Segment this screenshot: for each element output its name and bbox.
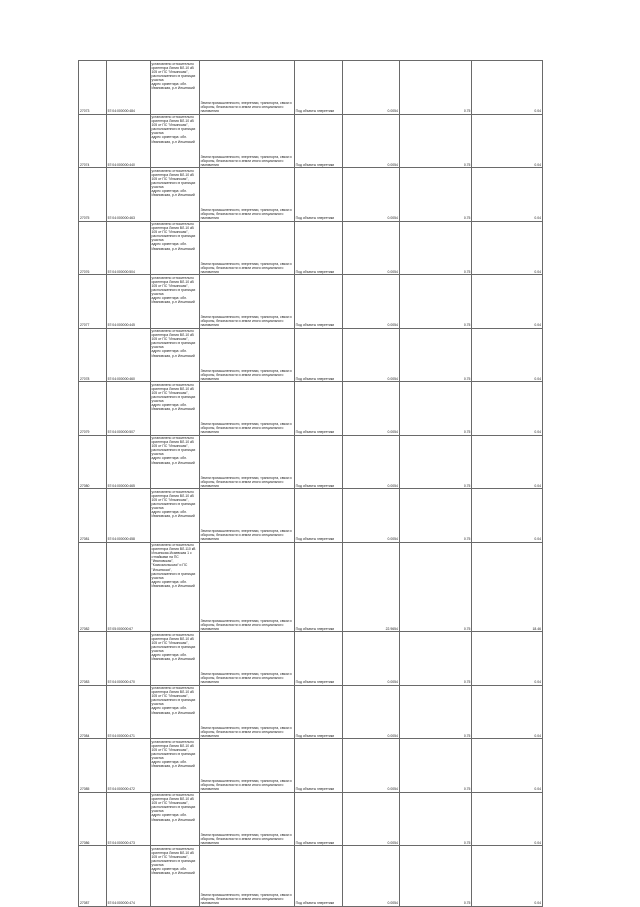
land-category-cell: Земли промышленности, энергетики, транспорта, связи и обороны, безопасности и земли иного специального назначения (199, 328, 294, 382)
value-cell: 0.04 (472, 739, 543, 793)
area-cell: 0.0054 (342, 846, 399, 907)
location-description-cell: установлено относительно ориентира Линия ВЛ-10 кВ 105 от ПС "Ильинская", расположенного в границах участка адрес ориентира: обл. Ивановская, р-н Ильинский (150, 168, 199, 222)
cadastral-number-cell: 57:04:000000:458 (106, 489, 150, 543)
land-category-cell: Земли промышленности, энергетики, транспорта, связи и обороны, безопасности и земли иного специального назначения (199, 792, 294, 846)
table-row (79, 739, 543, 793)
rate-cell: 0.75 (399, 632, 472, 686)
row-number-cell: 27079 (79, 382, 107, 436)
location-description-cell: установлено относительно ориентира Линия ВЛ-10 кВ 105 от ПС "Ильинская", расположенного в границах участка адрес ориентира: обл. Ивановская, р-н Ильинский (150, 328, 199, 382)
cadastral-number-cell: 57:04:000000:504 (106, 221, 150, 275)
location-description-cell: установлено относительно ориентира Линия ВЛ-10 кВ 105 от ПС "Ильинская", расположенного в границах участка адрес ориентира: обл. Ивановская, р-н Ильинский (150, 221, 199, 275)
row-number-cell: 27086 (79, 792, 107, 846)
value-cell: 0.04 (472, 382, 543, 436)
rate-cell: 0.75 (399, 382, 472, 436)
rate-cell: 0.75 (399, 221, 472, 275)
area-cell: 0.0054 (342, 328, 399, 382)
rate-cell: 0.75 (399, 328, 472, 382)
table-row (79, 846, 543, 907)
table-row (79, 382, 543, 436)
area-cell: 0.0054 (342, 632, 399, 686)
row-number-cell: 27085 (79, 739, 107, 793)
rate-cell: 0.75 (399, 168, 472, 222)
cadastral-number-cell: 57:04:000000:473 (106, 792, 150, 846)
table-row (79, 61, 543, 115)
permitted-use-cell: Под объекты энергетики (294, 685, 342, 739)
rate-cell: 0.75 (399, 685, 472, 739)
permitted-use-cell: Под объекты энергетики (294, 328, 342, 382)
land-category-cell: Земли промышленности, энергетики, транспорта, связи и обороны, безопасности и земли иного специального назначения (199, 685, 294, 739)
land-category-cell: Земли промышленности, энергетики, транспорта, связи и обороны, безопасности и земли иного специального назначения (199, 542, 294, 632)
table-row (79, 542, 543, 632)
cadastral-number-cell: 57:04:000000:440 (106, 114, 150, 168)
cadastral-number-cell: 57:04:000000:463 (106, 168, 150, 222)
land-category-cell: Земли промышленности, энергетики, транспорта, связи и обороны, безопасности и земли иного специального назначения (199, 221, 294, 275)
location-description-cell: установлено относительно ориентира Линия ВЛ-10 кВ 105 от ПС "Ильинская", расположенного в границах участка адрес ориентира: обл. Ивановская, р-н Ильинский (150, 792, 199, 846)
permitted-use-cell: Под объекты энергетики (294, 168, 342, 222)
land-category-cell: Земли промышленности, энергетики, транспорта, связи и обороны, безопасности и земли иного специального назначения (199, 382, 294, 436)
value-cell: 0.04 (472, 435, 543, 489)
permitted-use-cell: Под объекты энергетики (294, 739, 342, 793)
permitted-use-cell: Под объекты энергетики (294, 382, 342, 436)
permitted-use-cell: Под объекты энергетики (294, 221, 342, 275)
rate-cell: 0.75 (399, 739, 472, 793)
rate-cell: 0.75 (399, 61, 472, 115)
value-cell: 0.04 (472, 328, 543, 382)
row-number-cell: 27082 (79, 542, 107, 632)
row-number-cell: 27078 (79, 328, 107, 382)
value-cell: 0.04 (472, 61, 543, 115)
table-row (79, 168, 543, 222)
location-description-cell: установлено относительно ориентира Линия ВЛ-10 кВ 105 от ПС "Ильинская", расположенного в границах участка адрес ориентира: обл. Ивановская, р-н Ильинский (150, 275, 199, 329)
location-description-cell: установлено относительно ориентира Линия ВЛ-10 кВ 105 от ПС "Ильинская", расположенного в границах участка адрес ориентира: обл. Ивановская, р-н Ильинский (150, 382, 199, 436)
permitted-use-cell: Под объекты энергетики (294, 61, 342, 115)
value-cell: 0.04 (472, 275, 543, 329)
location-description-cell: установлено относительно ориентира Линия ВЛ-10 кВ 105 от ПС "Ильинская", расположенного в границах участка адрес ориентира: обл. Ивановская, р-н Ильинский (150, 685, 199, 739)
area-cell: 0.0054 (342, 61, 399, 115)
permitted-use-cell: Под объекты энергетики (294, 792, 342, 846)
table-row (79, 114, 543, 168)
cadastral-number-cell: 57:04:000000:484 (106, 61, 150, 115)
rate-cell: 0.75 (399, 846, 472, 907)
area-cell: 0.0054 (342, 685, 399, 739)
cadastral-number-cell: 57:05:000000:67 (106, 542, 150, 632)
location-description-cell: установлено относительно ориентира Линия ВЛ-110 кВ Ильинская-Исаевская 1 с отпайками на ПС "Ивановская", "Комсомольская" и ПС "Ильинская", расположенного в границах участка адрес ориентира: обл. Ивановская, р-н Ильинский (150, 542, 199, 632)
value-cell: 0.04 (472, 632, 543, 686)
table-row (79, 685, 543, 739)
area-cell: 0.0054 (342, 489, 399, 543)
cadastral-number-cell: 57:04:000000:465 (106, 435, 150, 489)
cadastral-number-cell: 57:04:000000:474 (106, 846, 150, 907)
table-row (79, 792, 543, 846)
permitted-use-cell: Под объекты энергетики (294, 489, 342, 543)
area-cell: 0.0054 (342, 275, 399, 329)
row-number-cell: 27074 (79, 114, 107, 168)
area-cell: 0.0054 (342, 382, 399, 436)
table-row (79, 489, 543, 543)
table-body (79, 61, 543, 907)
land-category-cell: Земли промышленности, энергетики, транспорта, связи и обороны, безопасности и земли иного специального назначения (199, 846, 294, 907)
land-category-cell: Земли промышленности, энергетики, транспорта, связи и обороны, безопасности и земли иного специального назначения (199, 489, 294, 543)
value-cell: 0.04 (472, 846, 543, 907)
area-cell: 0.0054 (342, 435, 399, 489)
land-category-cell: Земли промышленности, энергетики, транспорта, связи и обороны, безопасности и земли иного специального назначения (199, 114, 294, 168)
cadastral-number-cell: 57:04:000000:471 (106, 685, 150, 739)
rate-cell: 0.75 (399, 435, 472, 489)
rate-cell: 0.75 (399, 792, 472, 846)
location-description-cell: установлено относительно ориентира Линия ВЛ-10 кВ 105 от ПС "Ильинская", расположенного в границах участка адрес ориентира: обл. Ивановская, р-н Ильинский (150, 61, 199, 115)
land-category-cell: Земли промышленности, энергетики, транспорта, связи и обороны, безопасности и земли иного специального назначения (199, 61, 294, 115)
rate-cell: 0.75 (399, 275, 472, 329)
location-description-cell: установлено относительно ориентира Линия ВЛ-10 кВ 105 от ПС "Ильинская", расположенного в границах участка адрес ориентира: обл. Ивановская, р-н Ильинский (150, 739, 199, 793)
location-description-cell: установлено относительно ориентира Линия ВЛ-10 кВ 105 от ПС "Ильинская", расположенного в границах участка адрес ориентира: обл. Ивановская, р-н Ильинский (150, 632, 199, 686)
rate-cell: 0.75 (399, 489, 472, 543)
row-number-cell: 27077 (79, 275, 107, 329)
land-category-cell: Земли промышленности, энергетики, транспорта, связи и обороны, безопасности и земли иного специального назначения (199, 435, 294, 489)
location-description-cell: установлено относительно ориентира Линия ВЛ-10 кВ 105 от ПС "Ильинская", расположенного в границах участка адрес ориентира: обл. Ивановская, р-н Ильинский (150, 489, 199, 543)
table-row (79, 632, 543, 686)
value-cell: 0.04 (472, 114, 543, 168)
value-cell: 0.04 (472, 685, 543, 739)
value-cell: 0.04 (472, 489, 543, 543)
cadastral-number-cell: 57:04:000000:507 (106, 382, 150, 436)
table-row (79, 275, 543, 329)
area-cell: 0.0054 (342, 792, 399, 846)
cadastral-number-cell: 57:04:000000:445 (106, 275, 150, 329)
table-row (79, 328, 543, 382)
row-number-cell: 27075 (79, 168, 107, 222)
row-number-cell: 27076 (79, 221, 107, 275)
land-category-cell: Земли промышленности, энергетики, транспорта, связи и обороны, безопасности и земли иного специального назначения (199, 168, 294, 222)
area-cell: 22.9654 (342, 542, 399, 632)
area-cell: 0.0054 (342, 739, 399, 793)
row-number-cell: 27073 (79, 61, 107, 115)
row-number-cell: 27084 (79, 685, 107, 739)
row-number-cell: 27083 (79, 632, 107, 686)
land-register-table (78, 60, 543, 907)
location-description-cell: установлено относительно ориентира Линия ВЛ-10 кВ 105 от ПС "Ильинская", расположенного в границах участка адрес ориентира: обл. Ивановская, р-н Ильинский (150, 435, 199, 489)
area-cell: 0.0054 (342, 168, 399, 222)
cadastral-number-cell: 57:04:000000:470 (106, 632, 150, 686)
value-cell: 0.04 (472, 792, 543, 846)
rate-cell: 0.75 (399, 542, 472, 632)
permitted-use-cell: Под объекты энергетики (294, 542, 342, 632)
land-category-cell: Земли промышленности, энергетики, транспорта, связи и обороны, безопасности и земли иного специального назначения (199, 632, 294, 686)
value-cell: 18.46 (472, 542, 543, 632)
area-cell: 0.0054 (342, 114, 399, 168)
permitted-use-cell: Под объекты энергетики (294, 846, 342, 907)
cadastral-number-cell: 57:04:000000:472 (106, 739, 150, 793)
row-number-cell: 27080 (79, 435, 107, 489)
table-row (79, 435, 543, 489)
land-category-cell: Земли промышленности, энергетики, транспорта, связи и обороны, безопасности и земли иного специального назначения (199, 275, 294, 329)
land-category-cell: Земли промышленности, энергетики, транспорта, связи и обороны, безопасности и земли иного специального назначения (199, 739, 294, 793)
row-number-cell: 27081 (79, 489, 107, 543)
permitted-use-cell: Под объекты энергетики (294, 275, 342, 329)
permitted-use-cell: Под объекты энергетики (294, 632, 342, 686)
permitted-use-cell: Под объекты энергетики (294, 114, 342, 168)
value-cell: 0.04 (472, 168, 543, 222)
cadastral-number-cell: 57:04:000000:460 (106, 328, 150, 382)
rate-cell: 0.75 (399, 114, 472, 168)
permitted-use-cell: Под объекты энергетики (294, 435, 342, 489)
area-cell: 0.0054 (342, 221, 399, 275)
table-row (79, 221, 543, 275)
location-description-cell: установлено относительно ориентира Линия ВЛ-10 кВ 105 от ПС "Ильинская", расположенного в границах участка адрес ориентира: обл. Ивановская, р-н Ильинский (150, 114, 199, 168)
location-description-cell: установлено относительно ориентира Линия ВЛ-10 кВ 105 от ПС "Ильинская", расположенного в границах участка адрес ориентира: обл. Ивановская, р-н Ильинский (150, 846, 199, 907)
value-cell: 0.04 (472, 221, 543, 275)
row-number-cell: 27087 (79, 846, 107, 907)
